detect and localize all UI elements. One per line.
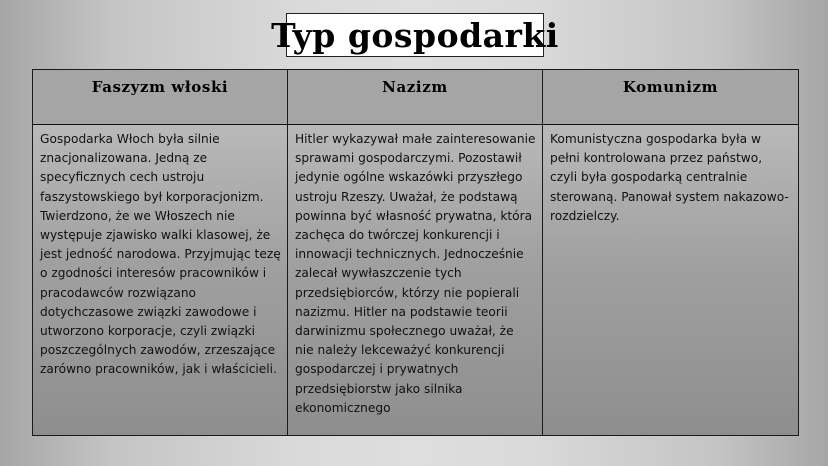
cell-faszyzm-wloski: Gospodarka Włoch była silnie znacjonalizowana. Jedną ze specyficznych cech ustroju faszystowskiego był korporacjonizm. Twierdzono, że we Włoszech nie występuje zjawisko walki klasowej, że jest jedność narodowa. Przyjmując tezę o zgodności interesów pracowników i pracodawców rozwiązano dotychczasowe związki zawodowe i utworzono korporacje, czyli związki poszczególnych zawodów, zrzeszające zarówno pracowników, jak i właścicieli.: [33, 125, 288, 435]
header-komunizm: Komunizm: [543, 70, 798, 125]
header-nazizm: Nazizm: [288, 70, 543, 125]
cell-nazizm: Hitler wykazywał małe zainteresowanie sprawami gospodarczymi. Pozostawił jedynie ogólne wskazówki przyszłego ustroju Rzeszy. Uważał, że podstawą powinna być własność prywatna, która zachęca do twórczej konkurencji i innowacji technicznych. Jednocześnie zalecał wywłaszczenie tych przedsiębiorców, którzy nie popierali nazizmu. Hitler na podstawie teorii darwinizmu społecznego uważał, że nie należy lekceważyć konkurencji gospodarczej i prywatnych przedsiębiorstw jako silnika ekonomicznego: [288, 125, 543, 435]
header-faszyzm-wloski: Faszyzm włoski: [33, 70, 288, 125]
cell-komunizm: Komunistyczna gospodarka była w pełni kontrolowana przez państwo, czyli była gospodarką centralnie sterowaną. Panował system nakazowo-rozdzielczy.: [543, 125, 798, 435]
slide-title: Typ gospodarki: [286, 13, 544, 57]
comparison-table: [32, 69, 799, 436]
